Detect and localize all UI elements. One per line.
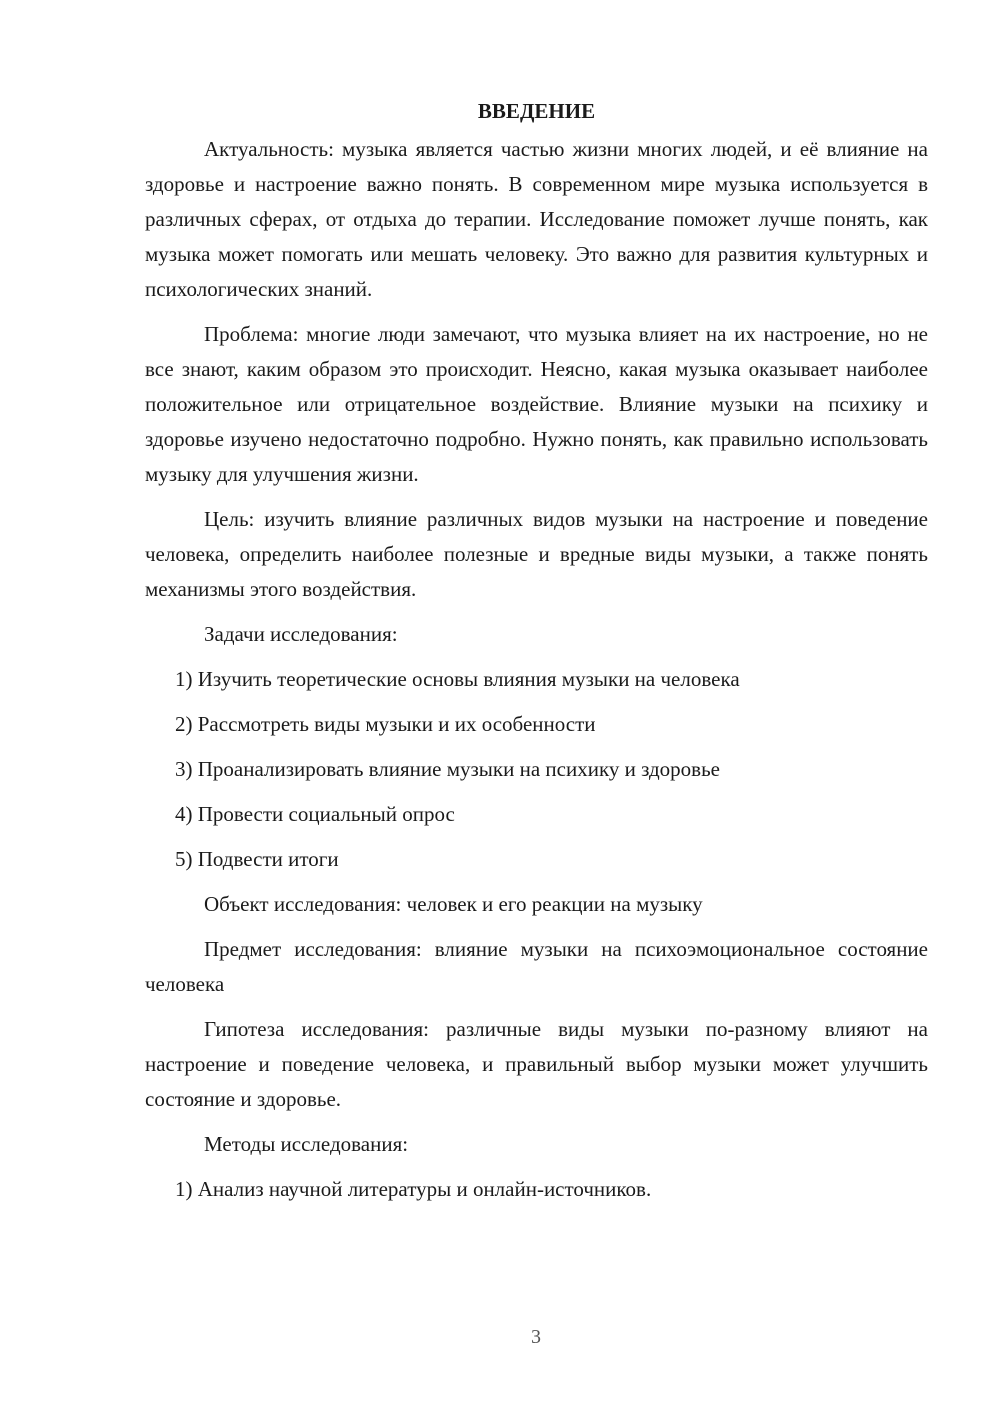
- list-item: 1) Анализ научной литературы и онлайн-источников.: [175, 1177, 652, 1201]
- page-number: 3: [531, 1326, 541, 1348]
- hypothesis-paragraph: Гипотеза исследования: различные виды музыки по-разному влияют на настроение и поведение человека, и правильный выбор музыки может улучшить состояние и здоровье.: [145, 1017, 928, 1111]
- list-item: 5) Подвести итоги: [175, 847, 339, 871]
- list-item: 4) Провести социальный опрос: [175, 802, 455, 826]
- list-item: 2) Рассмотреть виды музыки и их особенности: [175, 712, 596, 736]
- relevance-paragraph: Актуальность: музыка является частью жизни многих людей, и её влияние на здоровье и настроение важно понять. В современном мире музыка используется в различных сферах, от отдыха до терапии. Исследование поможет лучше понять, как музыка может помогать или мешать человеку. Это важно для развития культурных и психологических знаний.: [145, 137, 928, 301]
- subject-paragraph: Предмет исследования: влияние музыки на психоэмоциональное состояние человека: [145, 937, 928, 996]
- list-item: 1) Изучить теоретические основы влияния музыки на человека: [175, 667, 740, 691]
- goal-paragraph: Цель: изучить влияние различных видов музыки на настроение и поведение человека, определить наиболее полезные и вредные виды музыки, а также понять механизмы этого воздействия.: [145, 507, 928, 601]
- problem-paragraph: Проблема: многие люди замечают, что музыка влияет на их настроение, но не все знают, каким образом это происходит. Неясно, какая музыка оказывает наиболее положительное или отрицательное воздействие. Влияние музыки на психику и здоровье изучено недостаточно подробно. Нужно понять, как правильно использовать музыку для улучшения жизни.: [145, 322, 928, 486]
- methods-heading: Методы исследования:: [204, 1132, 409, 1156]
- methods-list: [145, 1172, 928, 1207]
- document-page: [145, 94, 928, 1217]
- tasks-heading: Задачи исследования:: [204, 622, 398, 646]
- list-item: 3) Проанализировать влияние музыки на психику и здоровье: [175, 757, 720, 781]
- page-title: ВВЕДЕНИЕ: [477, 99, 596, 123]
- object-paragraph: Объект исследования: человек и его реакции на музыку: [204, 892, 703, 916]
- tasks-list: [145, 662, 928, 877]
